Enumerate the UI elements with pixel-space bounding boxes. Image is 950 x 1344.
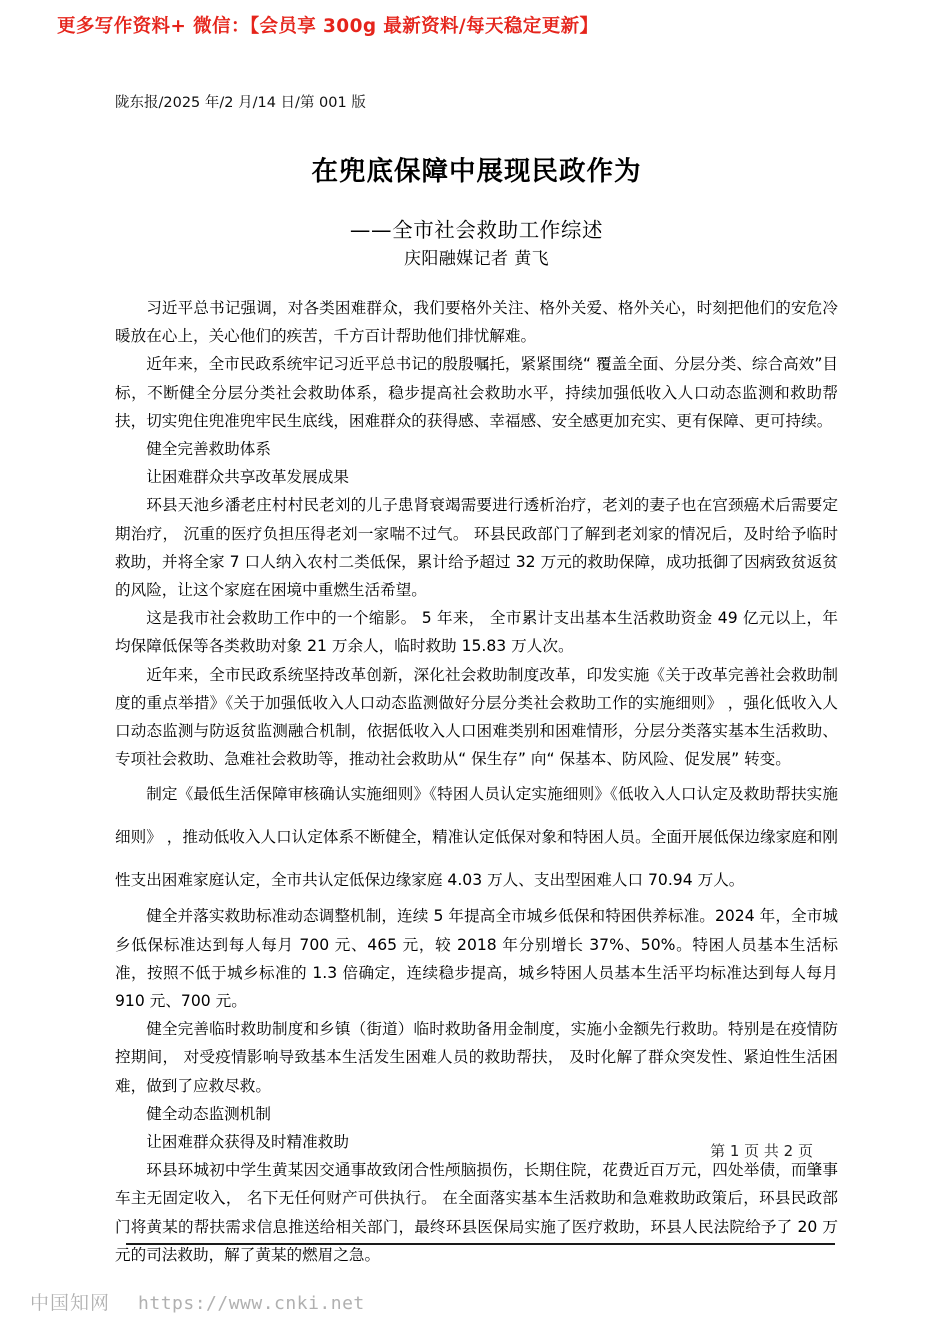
paragraph: 习近平总书记强调，对各类困难群众，我们要格外关注、格外关爱、格外关心，时刻把他们的安危冷暖放在心上，关心他们的疾苦，千方百计帮助他们排忧解难。 bbox=[115, 299, 838, 346]
paragraph: 这是我市社会救助工作中的一个缩影。 5 年来， 全市累计支出基本生活救助资金 49 亿元以上，年均保障低保等各类救助对象 21 万余人，临时救助 15.83 万人次。 bbox=[115, 609, 838, 656]
section-heading: 健全动态监测机制 bbox=[146, 1104, 271, 1123]
source-line: 陇东报/2025 年/2 月/14 日/第 001 版 bbox=[115, 95, 366, 111]
paragraph: 近年来，全市民政系统牢记习近平总书记的殷殷嘱托，紧紧围绕“ 覆盖全面、分层分类、综合高效”目标，不断健全分层分类社会救助体系，稳步提高社会救助水平，持续加强低收入人口动态监测和救助帮扶，切实兜住兜准兜牢民生底线，困难群众的获得感、幸福感、安全感更加充实、更有保障、更可持续。 bbox=[115, 355, 838, 430]
section-subheading: 让困难群众共享改革发展成果 bbox=[146, 468, 349, 487]
paragraph: 近年来，全市民政系统坚持改革创新，深化社会救助制度改革，印发实施《关于改革完善社会救助制度的重点举措》《关于加强低收入人口动态监测做好分层分类社会救助工作的实施细则》 ，强化低收入人口动态监测与防返贫监测融合机制，依据低收入人口困难类别和困难情形，分层分类落实基本生活救助、专项社会救助、急难社会救助等，推动社会救助从“ 保生存” 向“ 保基本、防风险、促发展” 转变。 bbox=[115, 665, 838, 769]
byline: 庆阳融媒记者 黄飞 bbox=[403, 249, 549, 269]
watermark-url: https://www.cnki.net bbox=[138, 1293, 365, 1314]
watermark bbox=[30, 1288, 365, 1315]
paragraph: 环县天池乡潘老庄村村民老刘的儿子患肾衰竭需要进行透析治疗，老刘的妻子也在宫颈癌术后需要定期治疗， 沉重的医疗负担压得老刘一家喘不过气。 环县民政部门了解到老刘家的情况后，及时给予临时救助，并将全家 7 口人纳入农村二类低保，累计给予超过 32 万元的救助保障，成功抵御了因病致贫返贫的风险，让这个家庭在困境中重燃生活希望。 bbox=[115, 496, 838, 600]
page-subtitle: ——全市社会救助工作综述 bbox=[349, 218, 604, 242]
paragraph: 制定《最低生活保障审核确认实施细则》《特困人员认定实施细则》《低收入人口认定及救助帮扶实施细则》 ，推动低收入人口认定体系不断健全，精准认定低保对象和特困人员。全面开展低保边缘家庭和刚性支出困难家庭认定，全市共认定低保边缘家庭 4.03 万人、支出型困难人口 70.94 万人。 bbox=[115, 785, 838, 890]
watermark-label: 中国知网 bbox=[30, 1292, 111, 1314]
paragraph: 环县环城初中学生黄某因交通事故致闭合性颅脑损伤，长期住院，花费近百万元，四处举债，而肇事车主无固定收入， 名下无任何财产可供执行。 在全面落实基本生活救助和急难救助政策后，环县民政部门将黄某的帮扶需求信息推送给相关部门，最终环县医保局实施了医疗救助，环县人民法院给予了 20 万元的司法救助，解了黄某的燃眉之急。 bbox=[115, 1161, 838, 1264]
promo-banner-text: 更多写作资料+ 微信：【会员享 300g 最新资料/每天稳定更新】 bbox=[57, 15, 599, 37]
article-body bbox=[115, 294, 838, 1269]
page-title: 在兜底保障中展现民政作为 bbox=[311, 155, 642, 187]
section-heading: 健全完善救助体系 bbox=[146, 440, 271, 459]
section-subheading: 让困难群众获得及时精准救助 bbox=[146, 1133, 349, 1152]
paragraph: 健全并落实救助标准动态调整机制，连续 5 年提高全市城乡低保和特困供养标准。2024 年，全市城乡低保标准达到每人每月 700 元、465 元，较 2018 年分别增长 37%、50%。特困人员基本生活标准，按照不低于城乡标准的 1.3 倍确定，连续稳步提高，城乡特困人员基本生活平均标准达到每人每月 910 元、700 元。 bbox=[115, 907, 838, 1011]
paragraph: 健全完善临时救助制度和乡镇（街道）临时救助备用金制度，实施小金额先行救助。特别是在疫情防控期间， 对受疫情影响导致基本生活发生困难人员的救助帮扶， 及时化解了群众突发性、紧迫性生活困难，做到了应救尽救。 bbox=[115, 1020, 838, 1095]
footer-divider bbox=[126, 1243, 835, 1245]
page-number: 第 1 页 共 2 页 bbox=[710, 1142, 813, 1160]
